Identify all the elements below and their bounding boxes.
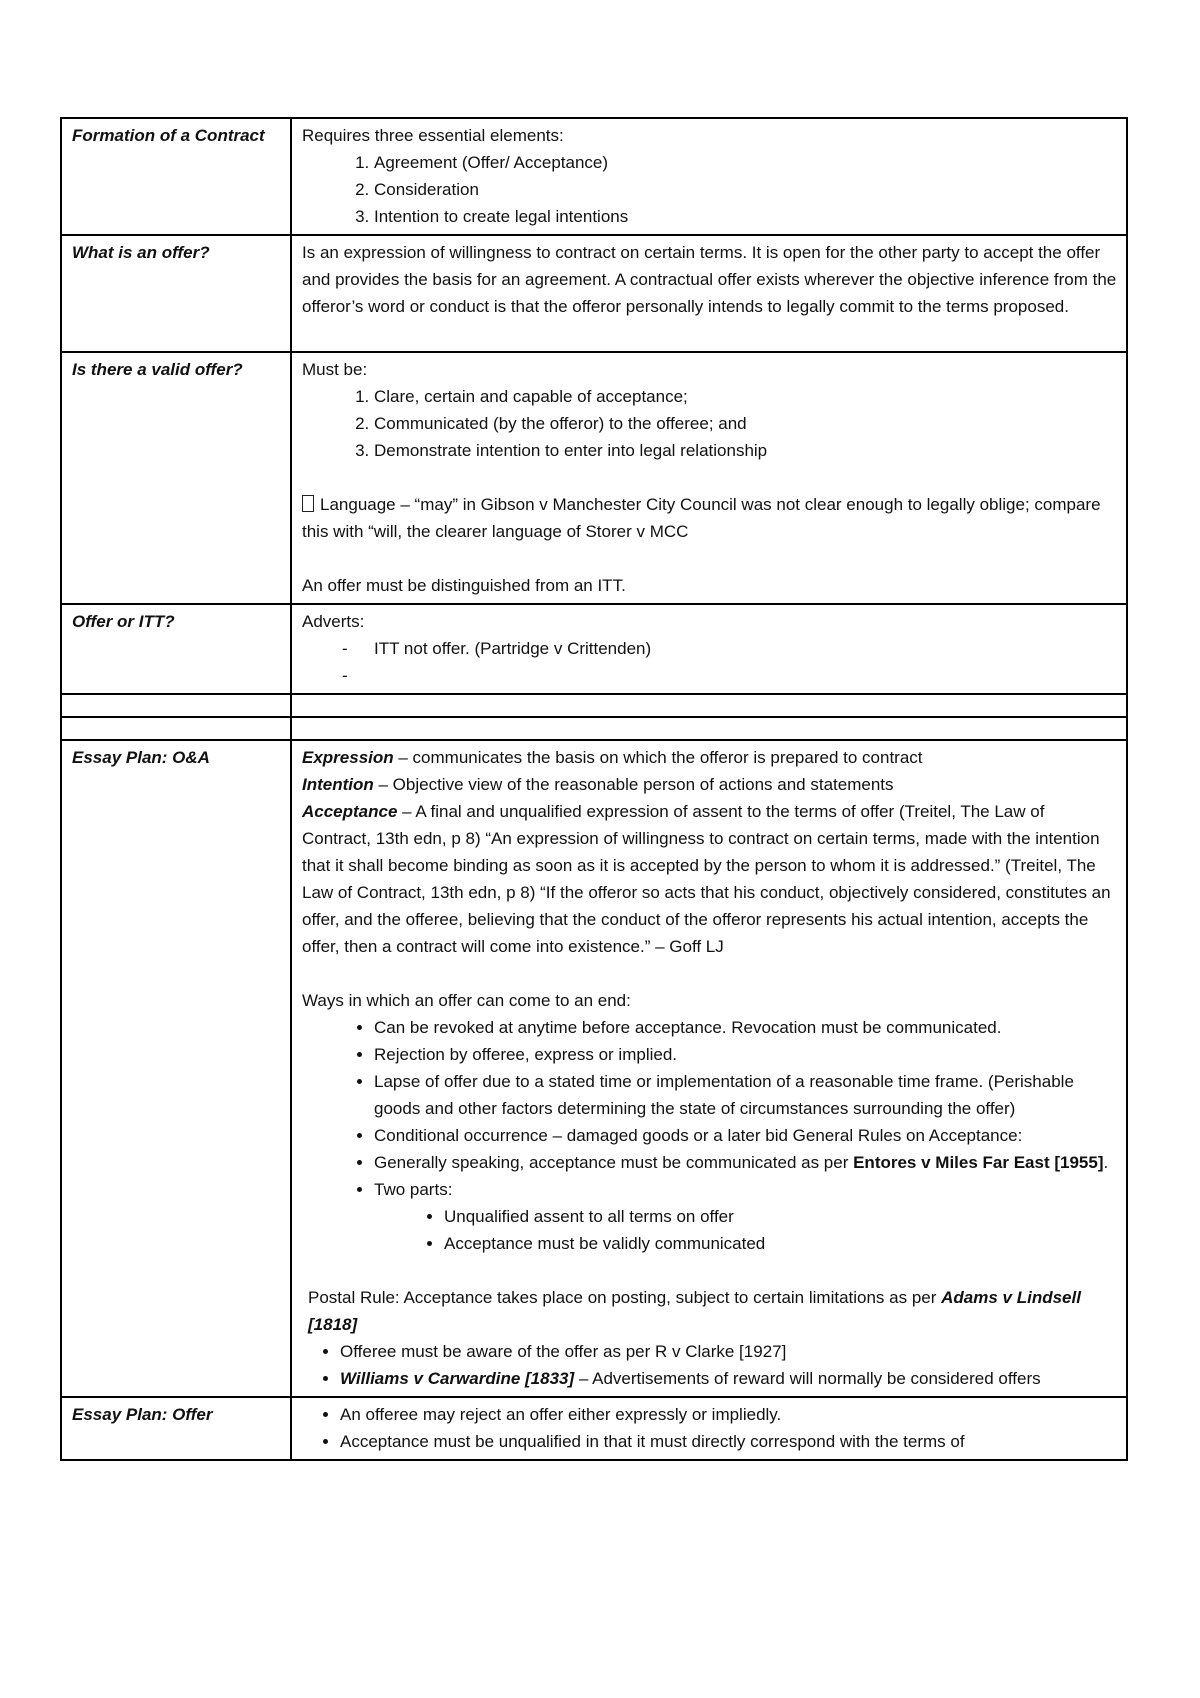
williams-case: Williams v Carwardine [1833] bbox=[340, 1369, 575, 1388]
intention-text: – Objective view of the reasonable person of actions and statements bbox=[373, 775, 894, 794]
row-topic-essay-offer: Essay Plan: Offer bbox=[61, 1397, 291, 1460]
table-row bbox=[61, 740, 1127, 1397]
postal-list bbox=[302, 1338, 1118, 1392]
document-page bbox=[60, 117, 1126, 1461]
spacer bbox=[302, 320, 1118, 347]
intention-term: Intention bbox=[302, 775, 374, 794]
list-item: • Rejection by offeree, express or implied. bbox=[374, 1041, 1118, 1068]
expression-text: – communicates the basis on which the offeror is prepared to contract bbox=[393, 748, 923, 767]
empty-cell bbox=[61, 694, 291, 717]
list-item bbox=[340, 1365, 1118, 1392]
formation-list bbox=[302, 149, 1118, 230]
row-content-valid-offer bbox=[291, 352, 1127, 604]
acceptance-term: Acceptance bbox=[302, 802, 398, 821]
list-item bbox=[374, 1176, 1118, 1257]
williams-text: – Advertisements of reward will normally be considered offers bbox=[574, 1369, 1041, 1388]
entores-pre: Generally speaking, acceptance must be communicated as per bbox=[374, 1153, 854, 1172]
row-topic-valid-offer: Is there a valid offer? bbox=[61, 352, 291, 604]
ways-list bbox=[302, 1014, 1118, 1257]
row-topic-what-offer: What is an offer? bbox=[61, 235, 291, 352]
row-topic-formation: Formation of a Contract bbox=[61, 118, 291, 235]
language-note bbox=[302, 491, 1118, 545]
acceptance-text: – A final and unqualified expression of assent to the terms of offer (Treitel, The Law of Contract, 13th edn, p 8) “An expression of willingness to contract on certain terms, made with the intention that it shall become binding as soon as it is accepted by the person to whom it is addressed.” (Treitel, The Law of Contract, 13th edn, p 8) “If the offeror so acts that his conduct, objectively considered, constitutes an offer, and the offeree, believing that the conduct of the offeror represents his actual intention, accepts the offer, then a contract will come into existence.” – Goff LJ bbox=[302, 802, 1111, 956]
expression-term: Expression bbox=[302, 748, 394, 767]
empty-cell bbox=[291, 717, 1127, 740]
entores-case: Entores v Miles Far East [1955] bbox=[853, 1153, 1104, 1172]
missing-glyph-icon bbox=[302, 495, 314, 512]
list-item: 2. Consideration bbox=[374, 176, 1118, 203]
spacer bbox=[302, 464, 1118, 491]
table-row bbox=[61, 352, 1127, 604]
list-item: • Lapse of offer due to a stated time or implementation of a reasonable time frame. (Perishable goods and other factors determining the state of circumstances surrounding the offer) bbox=[374, 1068, 1118, 1122]
postal-rule bbox=[302, 1284, 1118, 1338]
list-item: • Acceptance must be unqualified in that it must directly correspond with the terms of bbox=[340, 1428, 1118, 1455]
formation-intro: Requires three essential elements: bbox=[302, 126, 564, 145]
table-row-empty bbox=[61, 694, 1127, 717]
list-item bbox=[374, 1149, 1118, 1176]
list-item: • Acceptance must be validly communicated bbox=[444, 1230, 1118, 1257]
empty-cell bbox=[291, 694, 1127, 717]
list-item: - ITT not offer. (Partridge v Crittenden) bbox=[342, 635, 1118, 662]
spacer bbox=[302, 545, 1118, 572]
table-row bbox=[61, 1397, 1127, 1460]
valid-offer-intro: Must be: bbox=[302, 360, 368, 379]
row-content-essay-oa bbox=[291, 740, 1127, 1397]
valid-offer-list bbox=[302, 383, 1118, 464]
row-content-formation bbox=[291, 118, 1127, 235]
list-item: 1. Clare, certain and capable of acceptance; bbox=[374, 383, 1118, 410]
row-content-what-offer bbox=[291, 235, 1127, 352]
what-offer-text: Is an expression of willingness to contract on certain terms. It is open for the other party to accept the offer and provides the basis for an agreement. A contractual offer exists wherever the objective inference from the offeror’s word or conduct is that the offeror personally intends to legally commit to the terms proposed. bbox=[302, 243, 1117, 316]
ways-intro: Ways in which an offer can come to an end: bbox=[302, 991, 631, 1010]
table-row bbox=[61, 604, 1127, 694]
two-parts-list bbox=[374, 1203, 1118, 1257]
table-row bbox=[61, 235, 1127, 352]
table-row bbox=[61, 118, 1127, 235]
itt-note: An offer must be distinguished from an ITT. bbox=[302, 576, 626, 595]
offer-itt-intro: Adverts: bbox=[302, 612, 365, 631]
acceptance-line bbox=[302, 798, 1118, 960]
list-item: • Offeree must be aware of the offer as per R v Clarke [1927] bbox=[340, 1338, 1118, 1365]
list-item: • An offeree may reject an offer either expressly or impliedly. bbox=[340, 1401, 1118, 1428]
offer-itt-list bbox=[302, 635, 1118, 689]
list-item: 1. Agreement (Offer/ Acceptance) bbox=[374, 149, 1118, 176]
list-item bbox=[342, 662, 1118, 689]
expression-line bbox=[302, 744, 1118, 771]
intention-line bbox=[302, 771, 1118, 798]
language-note-text: Language – “may” in Gibson v Manchester City Council was not clear enough to legally oblige; compare this with “will, the clearer language of Storer v MCC bbox=[302, 495, 1101, 541]
row-content-essay-offer bbox=[291, 1397, 1127, 1460]
spacer bbox=[302, 1257, 1118, 1284]
list-item: • Unqualified assent to all terms on offer bbox=[444, 1203, 1118, 1230]
list-item: 2. Communicated (by the offeror) to the offeree; and bbox=[374, 410, 1118, 437]
postal-case: Adams v Lindsell [1818] bbox=[308, 1288, 1081, 1334]
list-item: • Can be revoked at anytime before acceptance. Revocation must be communicated. bbox=[374, 1014, 1118, 1041]
list-item: • Conditional occurrence – damaged goods or a later bid General Rules on Acceptance: bbox=[374, 1122, 1118, 1149]
entores-post: . bbox=[1103, 1153, 1109, 1172]
empty-cell bbox=[61, 717, 291, 740]
two-parts-label: Two parts: bbox=[374, 1180, 453, 1199]
postal-text: Postal Rule: Acceptance takes place on posting, subject to certain limitations as per bbox=[308, 1288, 942, 1307]
table-row-empty bbox=[61, 717, 1127, 740]
spacer bbox=[302, 960, 1118, 987]
notes-table bbox=[60, 117, 1128, 1461]
row-topic-essay-oa: Essay Plan: O&A bbox=[61, 740, 291, 1397]
row-topic-offer-itt: Offer or ITT? bbox=[61, 604, 291, 694]
list-item: 3. Intention to create legal intentions bbox=[374, 203, 1118, 230]
essay-offer-list bbox=[302, 1401, 1118, 1455]
list-item: 3. Demonstrate intention to enter into legal relationship bbox=[374, 437, 1118, 464]
row-content-offer-itt bbox=[291, 604, 1127, 694]
